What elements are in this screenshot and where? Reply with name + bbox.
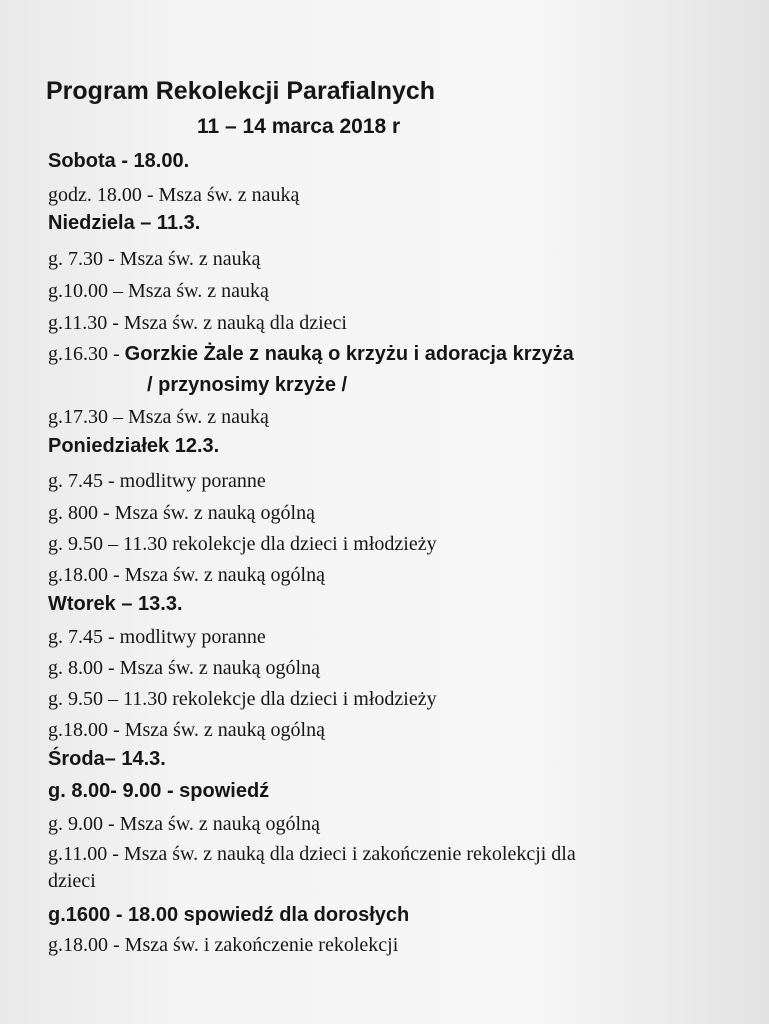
page-subtitle: 11 – 14 marca 2018 r	[197, 115, 401, 138]
schedule-item: g. 9.50 – 11.30 rekolekcje dla dzieci i młodzieży	[48, 533, 437, 555]
schedule-item: g.18.00 - Msza św. z nauką ogólną	[48, 719, 325, 741]
schedule-item: g.11.00 - Msza św. z nauką dla dzieci i zakończenie rekolekcji dla	[48, 843, 576, 865]
schedule-time: g.16.30 -	[48, 343, 125, 365]
gorzkie-zale-text: Gorzkie Żale z nauką o krzyżu i adoracja krzyża	[124, 343, 574, 365]
schedule-item: g. 9.50 – 11.30 rekolekcje dla dzieci i młodzieży	[48, 688, 437, 710]
day-heading-poniedzialek: Poniedziałek 12.3.	[48, 435, 220, 457]
schedule-item-spowiedz: g. 8.00- 9.00 - spowiedź	[48, 780, 270, 802]
day-heading-wtorek: Wtorek – 13.3.	[48, 593, 183, 615]
schedule-item: g. 9.00 - Msza św. z nauką ogólną	[48, 813, 320, 835]
schedule-item: g. 800 - Msza św. z nauką ogólną	[48, 502, 315, 524]
day-heading-niedziela: Niedziela – 11.3.	[48, 212, 201, 234]
schedule-item: g.17.30 – Msza św. z nauką	[48, 406, 269, 428]
day-heading-sroda: Środa– 14.3.	[48, 748, 166, 770]
schedule-item-gorzkie-zale	[48, 343, 574, 366]
schedule-item: dzieci	[48, 870, 96, 892]
schedule-item-spowiedz-doroslych: g.1600 - 18.00 spowiedź dla dorosłych	[48, 904, 410, 926]
schedule-item: g. 7.45 - modlitwy poranne	[48, 626, 266, 648]
day-heading-sobota: Sobota - 18.00.	[48, 150, 190, 172]
schedule-item: g. 8.00 - Msza św. z nauką ogólną	[48, 657, 320, 679]
schedule-item: g.11.30 - Msza św. z nauką dla dzieci	[48, 312, 347, 334]
schedule-item: g. 7.30 - Msza św. z nauką	[48, 248, 261, 270]
schedule-item: g.18.00 - Msza św. i zakończenie rekolekcji	[48, 934, 399, 956]
gorzkie-zale-note: / przynosimy krzyże /	[147, 374, 348, 396]
schedule-item: g.10.00 – Msza św. z nauką	[48, 280, 269, 302]
schedule-item: g. 7.45 - modlitwy poranne	[48, 470, 266, 492]
schedule-item: godz. 18.00 - Msza św. z nauką	[48, 184, 300, 206]
schedule-item: g.18.00 - Msza św. z nauką ogólną	[48, 564, 325, 586]
page-title: Program Rekolekcji Parafialnych	[46, 77, 436, 105]
